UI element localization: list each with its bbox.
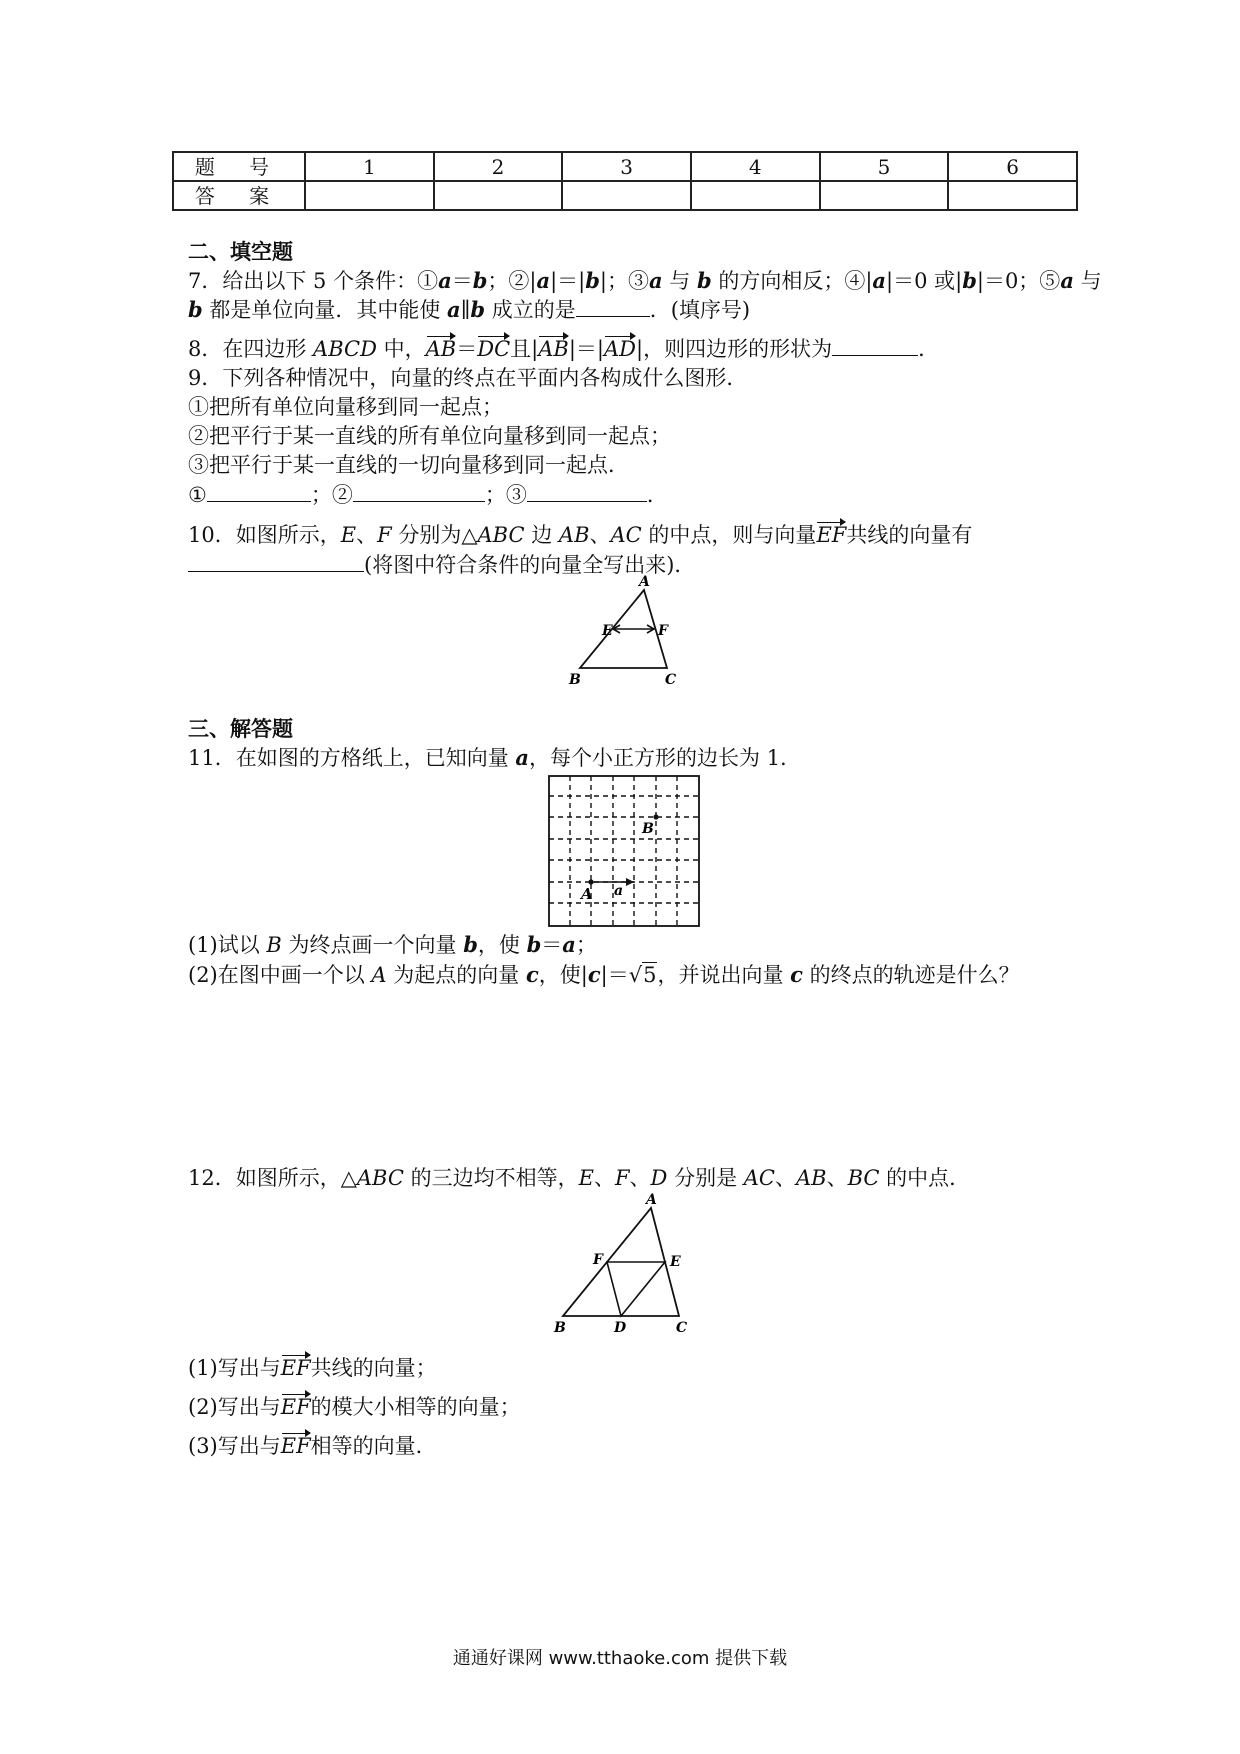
q9-answer-line: ① ；② ；③ ．: [188, 483, 668, 507]
q8-answer-blank[interactable]: [832, 335, 918, 356]
label-vector-a: a: [614, 883, 624, 899]
q12-sub2: (2)写出与EF的模大小相等的向量；: [188, 1395, 521, 1419]
q10-line1: 10．如图所示，E、F 分别为△ABC 边 AB、AC 的中点，则与向量EF共线的向量有: [188, 523, 973, 547]
q11-sub1: (1)试以 B 为终点画一个向量 b，使 b＝a；: [188, 932, 597, 957]
q7-line1: 7．给出以下 5 个条件：①a＝b；②|a|＝|b|；③a 与 b 的方向相反；④|a|＝0 或|b|＝0；⑤a 与: [188, 268, 1102, 293]
vector-ab: AB: [425, 337, 457, 361]
answer-cell[interactable]: [948, 181, 1077, 210]
q10-triangle-figure: [560, 572, 690, 690]
label-b: B: [554, 1320, 566, 1336]
answer-table: [172, 151, 1078, 211]
q12-sub3: (3)写出与EF相等的向量．: [188, 1434, 437, 1458]
vector-ad: AD: [604, 337, 637, 361]
label-d: D: [614, 1320, 627, 1336]
label-c: C: [676, 1320, 688, 1336]
q9-item1: ①把所有单位向量移到同一起点；: [188, 395, 503, 419]
q11-stem: 11．在如图的方格纸上，已知向量 a，每个小正方形的边长为 1.: [188, 745, 787, 770]
q12-sub1: (1)写出与EF共线的向量；: [188, 1356, 437, 1380]
vector-ab: AB: [538, 337, 569, 361]
question-number-cell: 1: [305, 152, 434, 181]
q12-triangle-figure: [550, 1190, 700, 1338]
question-number-cell: 3: [562, 152, 691, 181]
grid-lines: [549, 776, 699, 926]
answer-table-answer-row: [173, 181, 1077, 210]
q9-item3: ③把平行于某一直线的一切向量移到同一起点．: [188, 453, 629, 477]
label-f: F: [658, 623, 668, 639]
vector-dc: DC: [477, 337, 511, 361]
label-f: F: [593, 1252, 603, 1268]
answer-cell[interactable]: [434, 181, 563, 210]
q9-stem: 9．下列各种情况中，向量的终点在平面内各构成什么图形．: [188, 366, 748, 390]
vector-ef: EF: [280, 1395, 311, 1419]
label-a: A: [646, 1192, 657, 1208]
q10-line2: (将图中符合条件的向量全写出来)．: [188, 551, 695, 579]
q9-item2: ②把平行于某一直线的所有单位向量移到同一起点；: [188, 424, 671, 448]
q12-stem: 12．如图所示，△ABC 的三边均不相等，E、F、D 分别是 AC、AB、BC 的中点．: [188, 1166, 971, 1190]
label-c: C: [665, 672, 677, 688]
q10-answer-blank[interactable]: [188, 551, 364, 572]
question-number-cell: 6: [948, 152, 1077, 181]
vector-ef: EF: [280, 1356, 311, 1380]
question-number-cell: 2: [434, 152, 563, 181]
q9-answer-blank-3[interactable]: [527, 481, 647, 502]
vector-a-arrow-head: [626, 878, 634, 886]
label-point-a: A: [581, 885, 593, 903]
q11-grid-figure: [548, 775, 700, 927]
vector-ef: EF: [280, 1434, 311, 1458]
q11-sub2: (2)在图中画一个以 A 为起点的向量 c，使|c|＝√5，并说出向量 c 的终点的轨迹是什么？: [188, 962, 1020, 987]
section-title-solve: 三、解答题: [188, 716, 293, 741]
row-head-answer: 答 案: [173, 181, 305, 210]
label-e: E: [670, 1254, 681, 1270]
answer-cell[interactable]: [820, 181, 949, 210]
q7-answer-blank[interactable]: [576, 296, 650, 317]
row-head-question-number: 题 号: [173, 152, 305, 181]
square-root: √5: [628, 963, 657, 987]
question-number-cell: 4: [691, 152, 820, 181]
label-a: A: [639, 574, 650, 590]
answer-cell[interactable]: [691, 181, 820, 210]
answer-cell[interactable]: [305, 181, 434, 210]
answer-cell[interactable]: [562, 181, 691, 210]
q9-answer-blank-1[interactable]: [207, 481, 311, 502]
label-e: E: [602, 623, 613, 639]
midpoint-triangle-fed: [607, 1262, 665, 1316]
section-title-fill-in: 二、填空题: [188, 239, 293, 264]
question-number-cell: 5: [820, 152, 949, 181]
label-b: B: [569, 672, 581, 688]
point-b: [653, 814, 658, 819]
page-footer: 通通好课网 www.tthaoke.com 提供下载: [452, 1648, 788, 1669]
vector-ef: EF: [816, 523, 847, 547]
label-point-b: B: [642, 821, 654, 837]
q7-line2: b 都是单位向量．其中能使 a∥b 成立的是 ．(填序号): [188, 297, 751, 322]
q9-answer-blank-2[interactable]: [353, 481, 485, 502]
answer-table-number-row: [173, 152, 1077, 181]
q8-line: 8．在四边形 ABCD 中，AB＝DC且|AB|＝|AD|，则四边形的形状为 ．: [188, 337, 940, 361]
